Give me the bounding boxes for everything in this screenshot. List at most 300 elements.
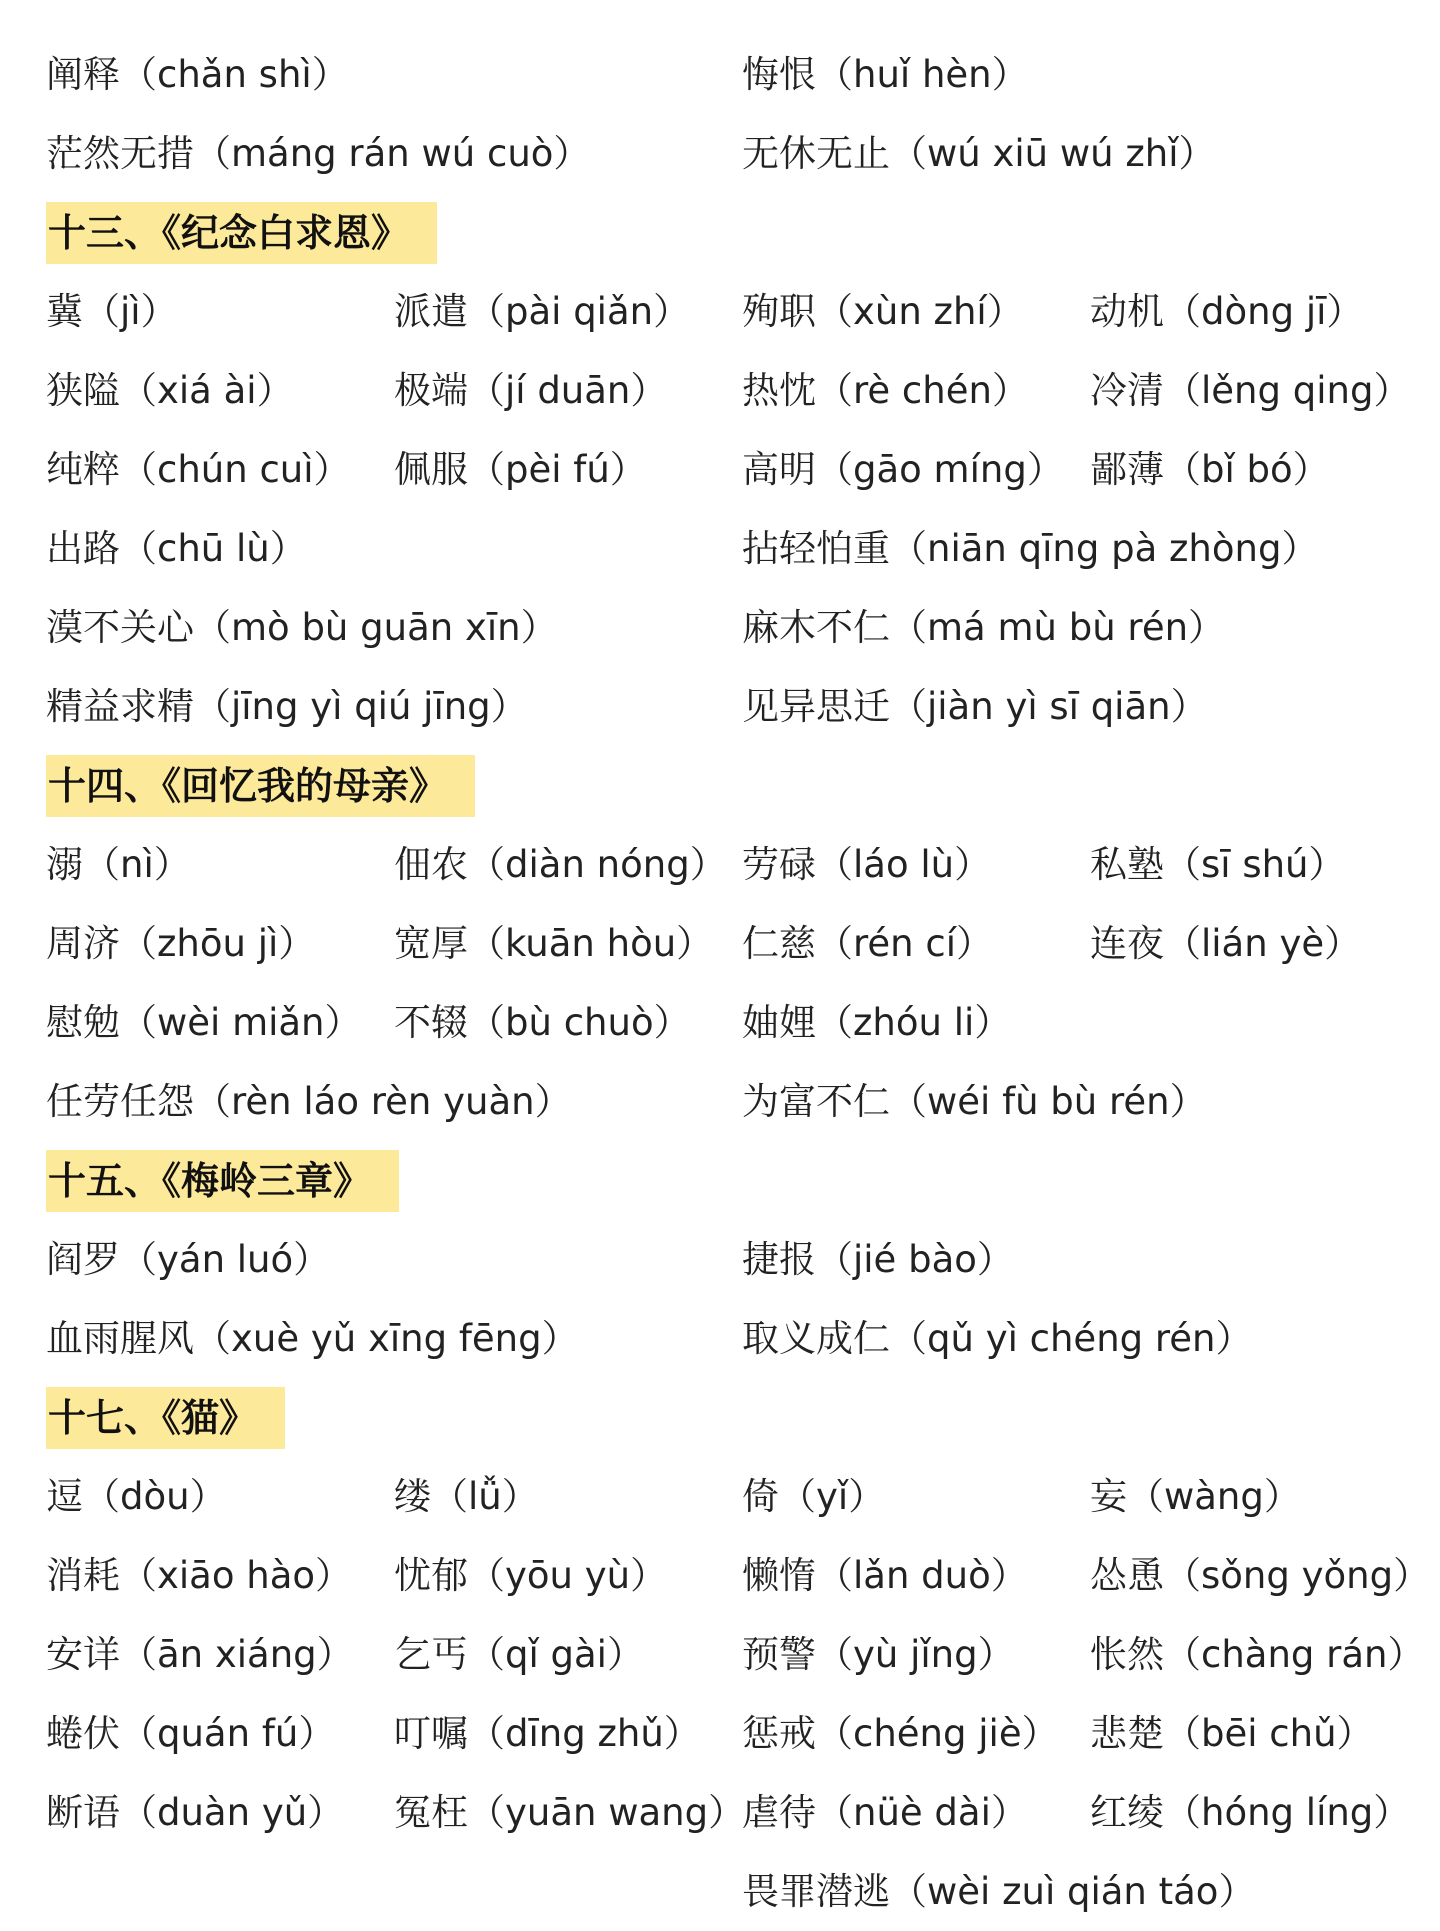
close-paren: ） <box>1215 1317 1253 1360</box>
close-paren: ） <box>1326 290 1364 333</box>
open-paren: （ <box>1164 290 1201 333</box>
vocab-pinyin: ān xiáng <box>157 1633 317 1676</box>
vocab-word: 派遣 <box>394 290 468 333</box>
vocab-pinyin: gāo míng <box>853 448 1027 491</box>
close-paren: ） <box>1021 1712 1059 1755</box>
vocab-word: 周济 <box>46 922 120 965</box>
close-paren: ） <box>1263 1475 1301 1518</box>
vocab-pinyin: jí duān <box>505 369 631 412</box>
close-paren: ） <box>689 843 727 886</box>
vocab-entry <box>1090 431 1330 509</box>
vocab-pinyin: chàng rán <box>1201 1633 1388 1676</box>
close-paren: ） <box>278 922 316 965</box>
vocab-word: 宽厚 <box>394 922 468 965</box>
open-paren: （ <box>468 369 505 412</box>
vocab-entry <box>1090 352 1410 430</box>
vocab-pinyin: rè chén <box>853 369 992 412</box>
vocab-word: 安详 <box>46 1633 120 1676</box>
vocab-word: 连夜 <box>1090 922 1164 965</box>
vocab-word: 阐释 <box>46 53 120 96</box>
open-paren: （ <box>1127 1475 1164 1518</box>
vocab-word: 极端 <box>394 369 468 412</box>
open-paren: （ <box>120 1554 157 1597</box>
vocab-entry <box>394 1537 667 1615</box>
vocab-word: 纯粹 <box>46 448 120 491</box>
vocab-word: 拈轻怕重 <box>742 527 890 570</box>
close-paren: ） <box>606 1633 644 1676</box>
vocab-row <box>0 826 1440 904</box>
close-paren: ） <box>307 1791 345 1834</box>
vocab-pinyin: yuān wang <box>505 1791 709 1834</box>
vocab-pinyin: sǒng yǒng <box>1201 1554 1394 1597</box>
vocab-row <box>0 589 1440 667</box>
open-paren: （ <box>83 1475 120 1518</box>
vocab-word: 佩服 <box>394 448 468 491</box>
open-paren: （ <box>120 922 157 965</box>
vocab-word: 逗 <box>46 1475 83 1518</box>
section-heading: 十七、《猫》 <box>46 1387 285 1449</box>
close-paren: ） <box>986 290 1024 333</box>
vocab-entry <box>394 826 727 904</box>
vocab-entry <box>46 1063 572 1141</box>
vocab-row <box>0 431 1440 509</box>
vocab-word: 取义成仁 <box>742 1317 890 1360</box>
close-paren: ） <box>663 1712 701 1755</box>
open-paren: （ <box>816 1712 853 1755</box>
close-paren: ） <box>990 1554 1028 1597</box>
open-paren: （ <box>120 1633 157 1676</box>
close-paren: ） <box>609 448 647 491</box>
vocab-word: 不辍 <box>394 1001 468 1044</box>
vocab-pinyin: pèi fú <box>505 448 610 491</box>
open-paren: （ <box>816 448 853 491</box>
vocab-word: 任劳任怨 <box>46 1080 194 1123</box>
open-paren: （ <box>120 1001 157 1044</box>
vocab-entry <box>742 668 1208 746</box>
vocab-word: 叮嘱 <box>394 1712 468 1755</box>
open-paren: （ <box>1164 843 1201 886</box>
open-paren: （ <box>468 1633 505 1676</box>
vocab-pinyin: kuān hòu <box>505 922 677 965</box>
vocab-pinyin: xiāo hào <box>157 1554 316 1597</box>
vocab-entry <box>742 510 1318 588</box>
vocab-word: 乞丐 <box>394 1633 468 1676</box>
close-paren: ） <box>653 290 691 333</box>
vocab-row <box>0 905 1440 983</box>
close-paren: ） <box>153 843 191 886</box>
vocab-word: 懒惰 <box>742 1554 816 1597</box>
open-paren: （ <box>890 132 927 175</box>
vocab-pinyin: bǐ bó <box>1201 448 1293 491</box>
vocab-entry <box>1090 1458 1301 1536</box>
vocab-pinyin: hóng líng <box>1201 1791 1374 1834</box>
close-paren: ） <box>1393 1554 1431 1597</box>
vocab-word: 虐待 <box>742 1791 816 1834</box>
open-paren: （ <box>890 527 927 570</box>
vocab-word: 悲楚 <box>1090 1712 1164 1755</box>
vocab-entry <box>1090 1774 1410 1852</box>
vocab-word: 红绫 <box>1090 1791 1164 1834</box>
vocab-row <box>0 1616 1440 1694</box>
open-paren: （ <box>468 1001 505 1044</box>
vocab-pinyin: jié bào <box>853 1238 977 1281</box>
vocab-row <box>0 1853 1440 1931</box>
vocab-row <box>0 1695 1440 1773</box>
open-paren: （ <box>468 1712 505 1755</box>
section-heading: 十四、《回忆我的母亲》 <box>46 755 475 817</box>
vocab-pinyin: bēi chǔ <box>1201 1712 1337 1755</box>
open-paren: （ <box>120 1238 157 1281</box>
close-paren: ） <box>1324 922 1362 965</box>
vocab-entry <box>742 115 1215 193</box>
vocab-entry <box>742 1537 1028 1615</box>
open-paren: （ <box>120 53 157 96</box>
close-paren: ） <box>848 1475 886 1518</box>
vocab-entry <box>742 273 1024 351</box>
vocab-entry <box>1090 826 1346 904</box>
vocab-entry <box>394 1774 745 1852</box>
vocab-pinyin: jì <box>120 290 141 333</box>
open-paren: （ <box>816 1238 853 1281</box>
vocab-pinyin: sī shú <box>1201 843 1309 886</box>
close-paren: ） <box>954 843 992 886</box>
vocab-entry <box>742 1774 1028 1852</box>
vocab-word: 蜷伏 <box>46 1712 120 1755</box>
vocab-entry <box>394 1616 644 1694</box>
vocab-row <box>0 1458 1440 1536</box>
open-paren: （ <box>1164 1554 1201 1597</box>
vocab-pinyin: lǎn duò <box>853 1554 991 1597</box>
open-paren: （ <box>816 290 853 333</box>
close-paren: ） <box>630 1554 668 1597</box>
open-paren: （ <box>194 685 231 728</box>
vocab-pinyin: mò bù guān xīn <box>231 606 521 649</box>
vocab-pinyin: wèi miǎn <box>157 1001 325 1044</box>
open-paren: （ <box>120 527 157 570</box>
vocab-word: 仁慈 <box>742 922 816 965</box>
vocab-word: 倚 <box>742 1475 779 1518</box>
close-paren: ） <box>1387 1633 1425 1676</box>
open-paren: （ <box>890 1317 927 1360</box>
vocab-row <box>0 115 1440 193</box>
open-paren: （ <box>816 1554 853 1597</box>
vocab-entry <box>1090 1616 1425 1694</box>
vocab-entry <box>742 1853 1255 1931</box>
vocab-pinyin: quán fú <box>157 1712 299 1755</box>
vocab-row <box>0 984 1440 1062</box>
vocab-word: 畏罪潜逃 <box>742 1870 890 1913</box>
close-paren: ） <box>653 1001 691 1044</box>
vocab-pinyin: jīng yì qiú jīng <box>231 685 491 728</box>
open-paren: （ <box>1164 1633 1201 1676</box>
vocab-word: 惩戒 <box>742 1712 816 1755</box>
close-paren: ） <box>974 1001 1012 1044</box>
close-paren: ） <box>313 448 351 491</box>
open-paren: （ <box>120 1712 157 1755</box>
vocab-pinyin: chéng jiè <box>853 1712 1022 1755</box>
vocab-entry <box>46 905 315 983</box>
vocab-entry <box>46 1616 354 1694</box>
vocab-word: 茫然无措 <box>46 132 194 175</box>
close-paren: ） <box>490 685 528 728</box>
vocab-word: 消耗 <box>46 1554 120 1597</box>
close-paren: ） <box>956 922 993 965</box>
vocab-pinyin: xuè yǔ xīng fēng <box>231 1317 542 1360</box>
vocab-entry <box>742 826 991 904</box>
vocab-word: 为富不仁 <box>742 1080 890 1123</box>
open-paren: （ <box>468 290 505 333</box>
vocab-entry <box>46 1458 227 1536</box>
vocab-word: 妯娌 <box>742 1001 816 1044</box>
vocab-word: 缕 <box>394 1475 431 1518</box>
open-paren: （ <box>1164 1712 1201 1755</box>
open-paren: （ <box>468 1791 505 1834</box>
close-paren: ） <box>990 1791 1028 1834</box>
vocab-entry <box>46 984 362 1062</box>
vocab-row <box>0 1300 1440 1378</box>
close-paren: ） <box>991 53 1029 96</box>
vocab-entry <box>394 984 691 1062</box>
vocab-word: 冤枉 <box>394 1791 468 1834</box>
close-paren: ） <box>1188 606 1226 649</box>
vocab-word: 狭隘 <box>46 369 120 412</box>
close-paren: ） <box>315 1554 353 1597</box>
close-paren: ） <box>316 1633 354 1676</box>
vocab-entry <box>394 1458 539 1536</box>
vocab-word: 出路 <box>46 527 120 570</box>
open-paren: （ <box>194 606 231 649</box>
vocab-pinyin: zhóu li <box>853 1001 975 1044</box>
vocab-row <box>0 510 1440 588</box>
close-paren: ） <box>1218 1870 1256 1913</box>
vocab-entry <box>742 431 1064 509</box>
vocab-entry <box>742 1458 885 1536</box>
close-paren: ） <box>311 53 349 96</box>
close-paren: ） <box>1169 1080 1207 1123</box>
close-paren: ） <box>977 1633 1015 1676</box>
close-paren: ） <box>976 1238 1014 1281</box>
vocab-word: 动机 <box>1090 290 1164 333</box>
vocab-entry <box>742 984 1011 1062</box>
vocab-entry <box>46 273 178 351</box>
vocab-pinyin: láo lù <box>853 843 955 886</box>
vocab-entry <box>46 352 294 430</box>
open-paren: （ <box>194 1080 231 1123</box>
vocab-entry <box>46 431 351 509</box>
vocab-word: 佃农 <box>394 843 468 886</box>
open-paren: （ <box>431 1475 468 1518</box>
vocab-pinyin: dòng jī <box>1201 290 1327 333</box>
vocab-pinyin: jiàn yì sī qiān <box>927 685 1171 728</box>
vocab-word: 高明 <box>742 448 816 491</box>
open-paren: （ <box>890 1870 927 1913</box>
vocab-word: 怅然 <box>1090 1633 1164 1676</box>
open-paren: （ <box>194 1317 231 1360</box>
close-paren: ） <box>293 1238 331 1281</box>
vocab-pinyin: yán luó <box>157 1238 294 1281</box>
vocab-word: 见异思迁 <box>742 685 890 728</box>
close-paren: ） <box>1170 685 1208 728</box>
close-paren: ） <box>1373 1791 1411 1834</box>
vocab-word: 鄙薄 <box>1090 448 1164 491</box>
vocab-word: 冷清 <box>1090 369 1164 412</box>
open-paren: （ <box>890 1080 927 1123</box>
vocab-entry <box>46 1300 579 1378</box>
vocab-row <box>0 1537 1440 1615</box>
vocab-pinyin: lián yè <box>1201 922 1325 965</box>
vocab-entry <box>1090 1537 1430 1615</box>
vocab-pinyin: huǐ hèn <box>853 53 992 96</box>
vocab-word: 预警 <box>742 1633 816 1676</box>
vocab-entry <box>742 1063 1207 1141</box>
vocab-entry <box>394 352 667 430</box>
vocab-entry <box>46 1695 335 1773</box>
vocab-entry <box>46 36 349 114</box>
vocab-pinyin: qǐ gài <box>505 1633 607 1676</box>
close-paren: ） <box>1026 448 1064 491</box>
close-paren: ） <box>541 1317 579 1360</box>
close-paren: ） <box>324 1001 362 1044</box>
vocab-entry <box>394 1695 701 1773</box>
close-paren: ） <box>1373 369 1411 412</box>
vocab-entry <box>1090 905 1361 983</box>
vocab-entry <box>742 589 1225 667</box>
vocab-pinyin: nì <box>120 843 154 886</box>
open-paren: （ <box>816 369 853 412</box>
vocab-entry <box>46 510 307 588</box>
vocab-entry <box>742 905 993 983</box>
close-paren: ） <box>1292 448 1330 491</box>
vocab-entry <box>1090 273 1363 351</box>
close-paren: ） <box>534 1080 572 1123</box>
vocab-pinyin: diàn nóng <box>505 843 690 886</box>
close-paren: ） <box>676 922 714 965</box>
close-paren: ） <box>991 369 1029 412</box>
vocab-pinyin: má mù bù rén <box>927 606 1189 649</box>
close-paren: ） <box>501 1475 539 1518</box>
open-paren: （ <box>468 1554 505 1597</box>
open-paren: （ <box>1164 369 1201 412</box>
close-paren: ） <box>298 1712 336 1755</box>
vocab-entry <box>742 1616 1015 1694</box>
vocab-pinyin: pài qiǎn <box>505 290 654 333</box>
vocab-word: 忧郁 <box>394 1554 468 1597</box>
vocab-pinyin: máng rán wú cuò <box>231 132 554 175</box>
vocab-entry <box>394 905 713 983</box>
open-paren: （ <box>816 1791 853 1834</box>
vocab-word: 血雨腥风 <box>46 1317 194 1360</box>
vocab-word: 私塾 <box>1090 843 1164 886</box>
vocab-pinyin: wú xiū wú zhǐ <box>927 132 1179 175</box>
open-paren: （ <box>890 606 927 649</box>
vocab-word: 悔恨 <box>742 53 816 96</box>
close-paren: ） <box>269 527 307 570</box>
open-paren: （ <box>1164 1791 1201 1834</box>
vocab-pinyin: chǎn shì <box>157 53 312 96</box>
vocab-word: 热忱 <box>742 369 816 412</box>
open-paren: （ <box>83 290 120 333</box>
close-paren: ） <box>520 606 558 649</box>
vocab-entry <box>394 431 647 509</box>
section-heading: 十五、《梅岭三章》 <box>46 1150 399 1212</box>
section-heading: 十三、《纪念白求恩》 <box>46 202 437 264</box>
vocab-row <box>0 1774 1440 1852</box>
vocab-pinyin: lǚ <box>468 1475 502 1518</box>
vocab-pinyin: wàng <box>1164 1475 1264 1518</box>
vocab-word: 无休无止 <box>742 132 890 175</box>
open-paren: （ <box>779 1475 816 1518</box>
vocab-word: 殉职 <box>742 290 816 333</box>
vocab-pinyin: dòu <box>120 1475 190 1518</box>
open-paren: （ <box>468 922 505 965</box>
vocab-word: 慰勉 <box>46 1001 120 1044</box>
vocab-pinyin: bù chuò <box>505 1001 654 1044</box>
vocab-word: 阎罗 <box>46 1238 120 1281</box>
vocab-pinyin: qǔ yì chéng rén <box>927 1317 1216 1360</box>
vocab-word: 妄 <box>1090 1475 1127 1518</box>
close-paren: ） <box>708 1791 746 1834</box>
open-paren: （ <box>890 685 927 728</box>
vocab-pinyin: wèi zuì qián táo <box>927 1870 1219 1913</box>
vocab-pinyin: rèn láo rèn yuàn <box>231 1080 535 1123</box>
open-paren: （ <box>816 843 853 886</box>
vocab-pinyin: lěng qing <box>1201 369 1374 412</box>
vocab-entry <box>742 352 1029 430</box>
vocab-entry <box>742 1300 1253 1378</box>
vocab-pinyin: yǐ <box>816 1475 849 1518</box>
vocab-entry <box>742 1695 1059 1773</box>
vocab-word: 麻木不仁 <box>742 606 890 649</box>
close-paren: ） <box>630 369 668 412</box>
vocab-entry <box>394 273 690 351</box>
open-paren: （ <box>816 53 853 96</box>
vocab-pinyin: duàn yǔ <box>157 1791 308 1834</box>
vocab-word: 漠不关心 <box>46 606 194 649</box>
vocab-word: 断语 <box>46 1791 120 1834</box>
open-paren: （ <box>120 369 157 412</box>
vocab-word: 怂恿 <box>1090 1554 1164 1597</box>
vocab-row <box>0 1063 1440 1141</box>
open-paren: （ <box>1164 922 1201 965</box>
open-paren: （ <box>816 1633 853 1676</box>
vocab-pinyin: xiá ài <box>157 369 257 412</box>
vocab-pinyin: dīng zhǔ <box>505 1712 664 1755</box>
open-paren: （ <box>468 843 505 886</box>
vocab-entry <box>742 36 1029 114</box>
vocab-pinyin: wéi fù bù rén <box>927 1080 1170 1123</box>
vocab-entry <box>46 589 558 667</box>
vocab-pinyin: yōu yù <box>505 1554 631 1597</box>
vocab-word: 溺 <box>46 843 83 886</box>
close-paren: ） <box>553 132 591 175</box>
open-paren: （ <box>468 448 505 491</box>
vocab-entry <box>742 1221 1014 1299</box>
vocab-entry <box>1090 1695 1374 1773</box>
vocab-pinyin: xùn zhí <box>853 290 987 333</box>
vocab-row <box>0 36 1440 114</box>
vocab-pinyin: rén cí <box>853 922 956 965</box>
open-paren: （ <box>120 448 157 491</box>
vocab-row <box>0 352 1440 430</box>
open-paren: （ <box>816 922 853 965</box>
close-paren: ） <box>1336 1712 1374 1755</box>
vocab-row <box>0 668 1440 746</box>
close-paren: ） <box>1178 132 1216 175</box>
close-paren: ） <box>1281 527 1319 570</box>
vocab-pinyin: yù jǐng <box>853 1633 978 1676</box>
vocab-entry <box>46 1774 344 1852</box>
vocab-row <box>0 273 1440 351</box>
